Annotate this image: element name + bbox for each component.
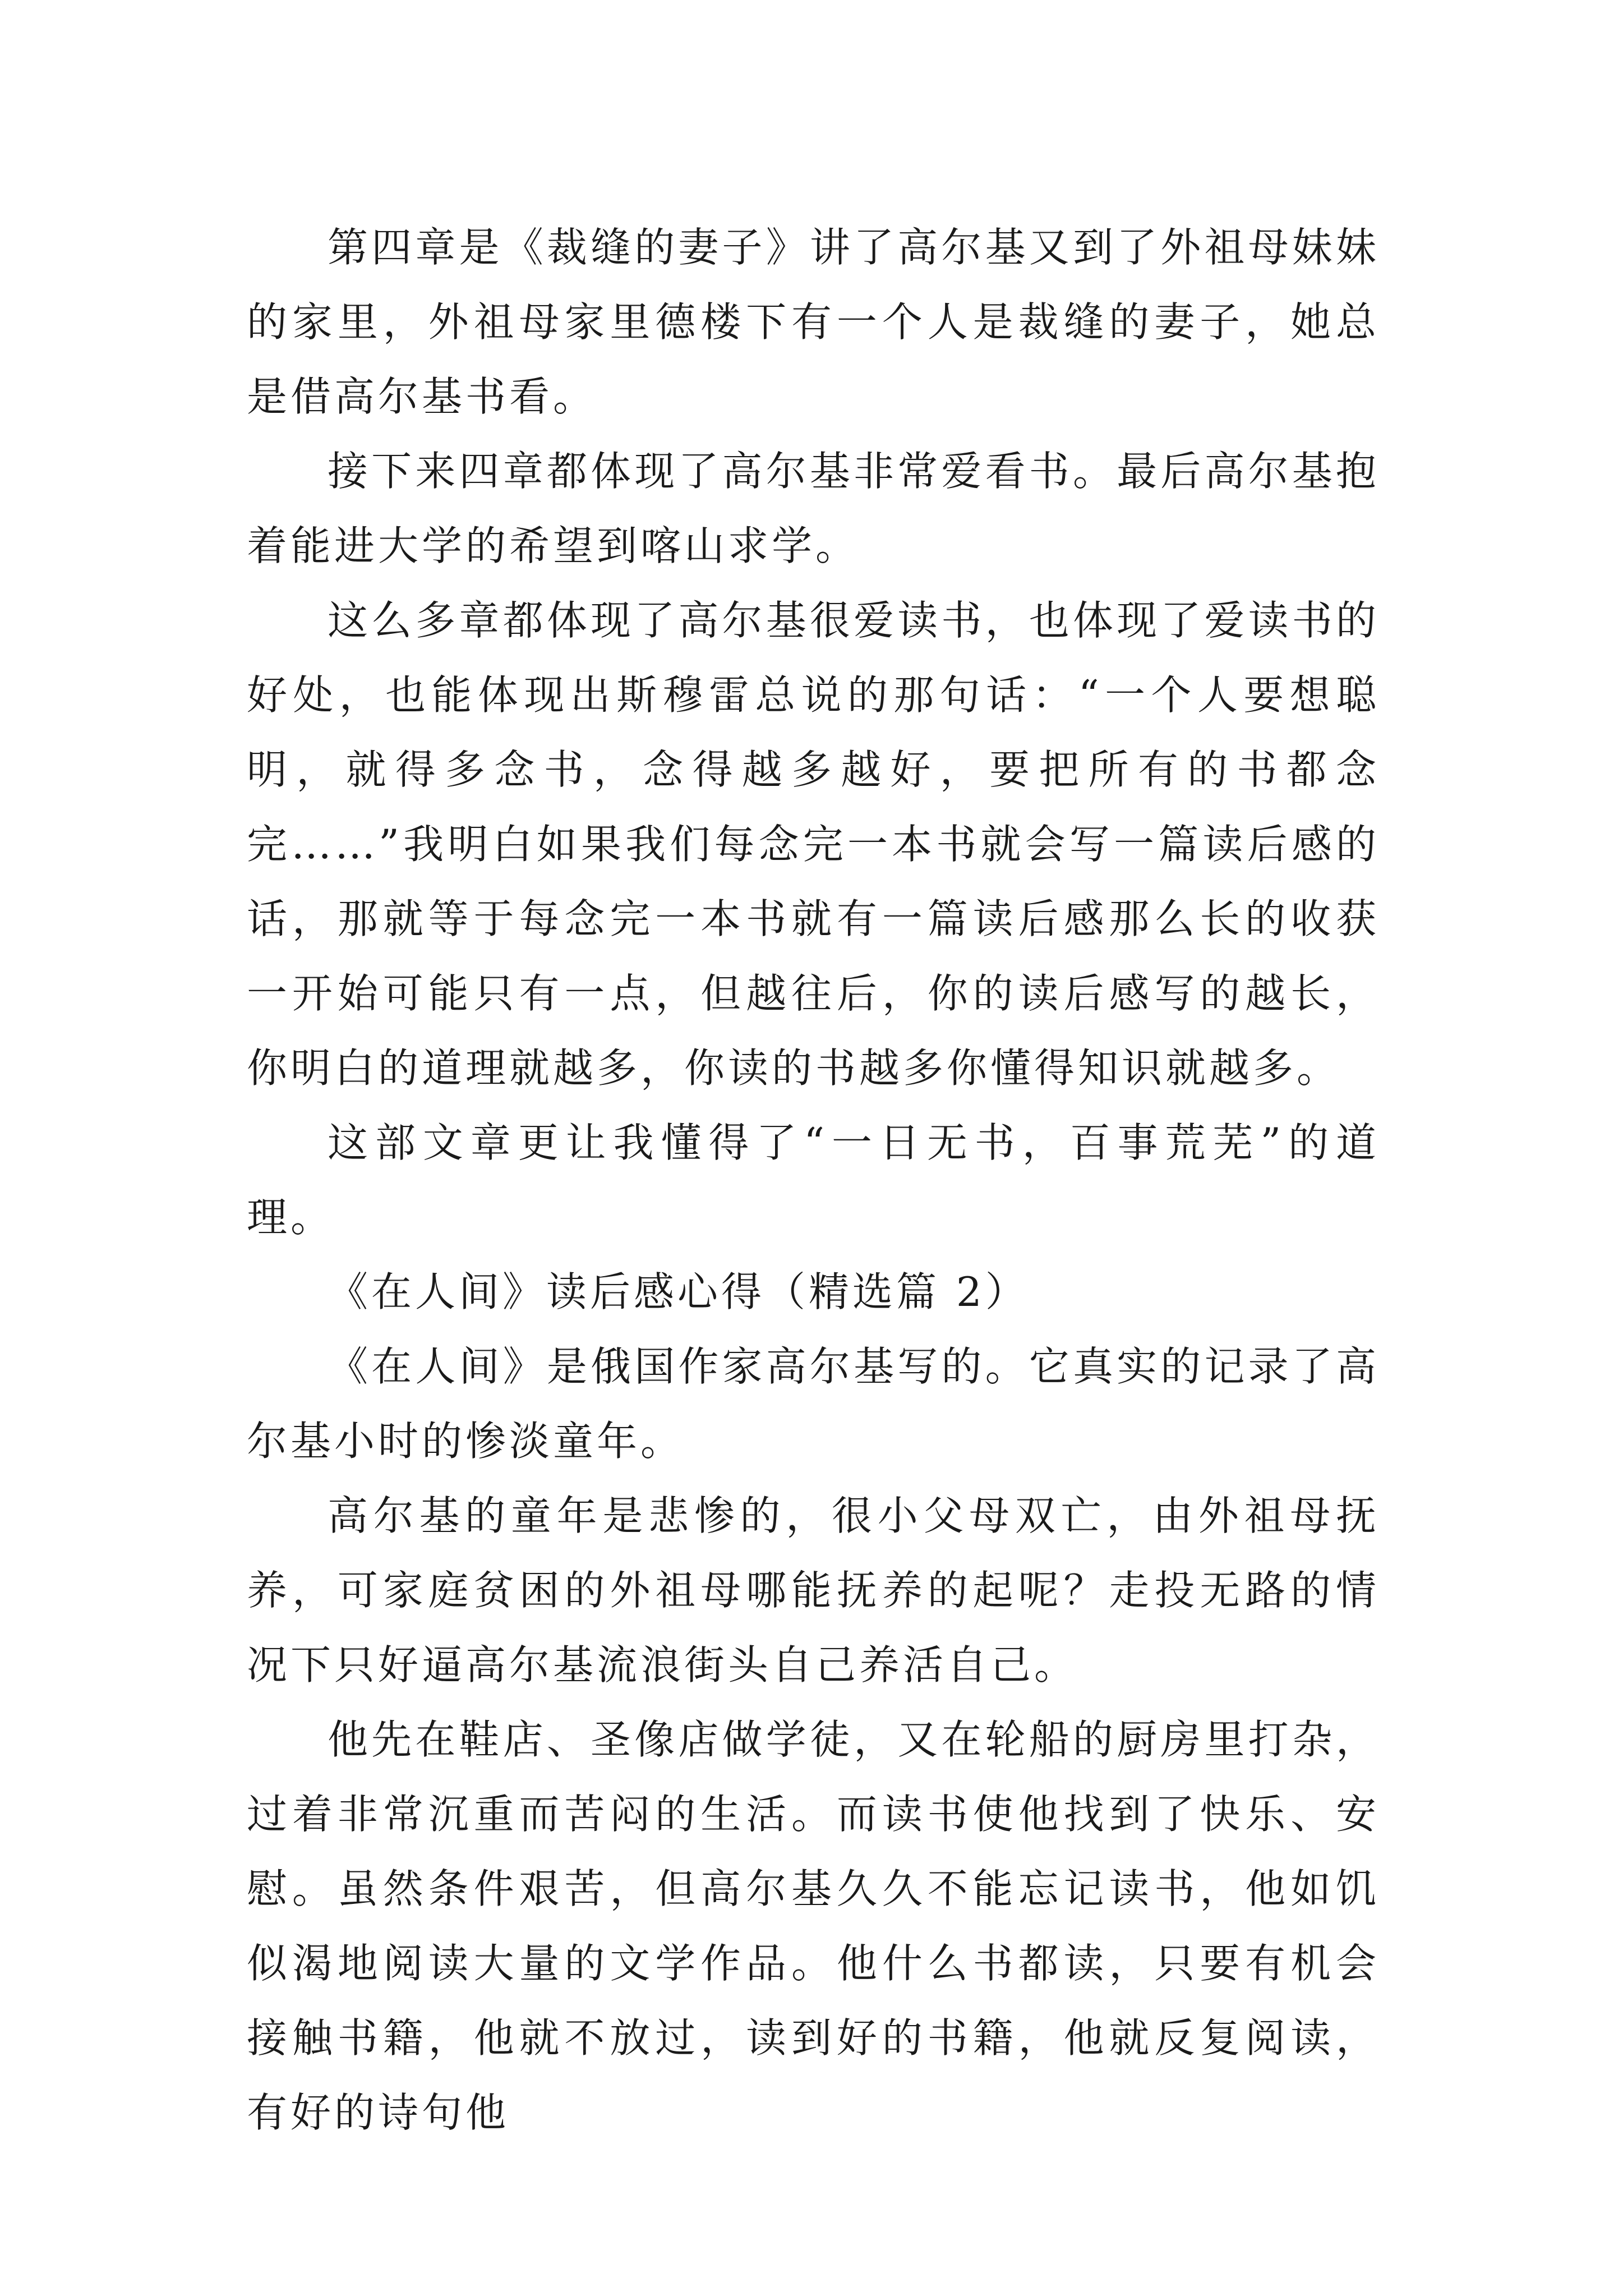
paragraph-apprentice: 他先在鞋店、圣像店做学徒，又在轮船的厨房里打杂，过着非常沉重而苦闷的生活。而读书使他找到了快乐、安慰。虽然条件艰苦，但高尔基久久不能忘记读书，他如饥似渴地阅读大量的文学作品。他什么书都读，只要有机会接触书籍，他就不放过，读到好的书籍，他就反复阅读，有好的诗句他 <box>247 1716 1380 2136</box>
document-body <box>247 210 1380 2150</box>
paragraph-childhood: 高尔基的童年是悲惨的，很小父母双亡，由外祖母抚养，可家庭贫困的外祖母哪能抚养的起呢？走投无路的情况下只好逼高尔基流浪街头自己养活自己。 <box>247 1492 1380 1688</box>
paragraph-chapter-four: 第四章是《裁缝的妻子》讲了高尔基又到了外祖母妹妹的家里，外祖母家里德楼下有一个人是裁缝的妻子，她总是借高尔基书看。 <box>247 224 1380 420</box>
paragraph-lesson: 这部文章更让我懂得了“一日无书，百事荒芜”的道理。 <box>247 1119 1380 1241</box>
section-heading: 《在人间》读后感心得（精选篇 2） <box>328 1268 1029 1315</box>
paragraph-next-four-chapters: 接下来四章都体现了高尔基非常爱看书。最后高尔基抱着能进大学的希望到喀山求学。 <box>247 448 1380 569</box>
paragraph-intro: 《在人间》是俄国作家高尔基写的。它真实的记录了高尔基小时的惨淡童年。 <box>247 1343 1380 1465</box>
paragraph-love-reading: 这么多章都体现了高尔基很爱读书，也体现了爱读书的好处，也能体现出斯穆雷总说的那句话：“一个人要想聪明，就得多念书，念得越多越好，要把所有的书都念完……”我明白如果我们每念完一本书就会写一篇读后感的话，那就等于每念完一本书就有一篇读后感那么长的收获一开始可能只有一点，但越往后，你的读后感写的越长，你明白的道理就越多，你读的书越多你懂得知识就越多。 <box>247 597 1380 1092</box>
